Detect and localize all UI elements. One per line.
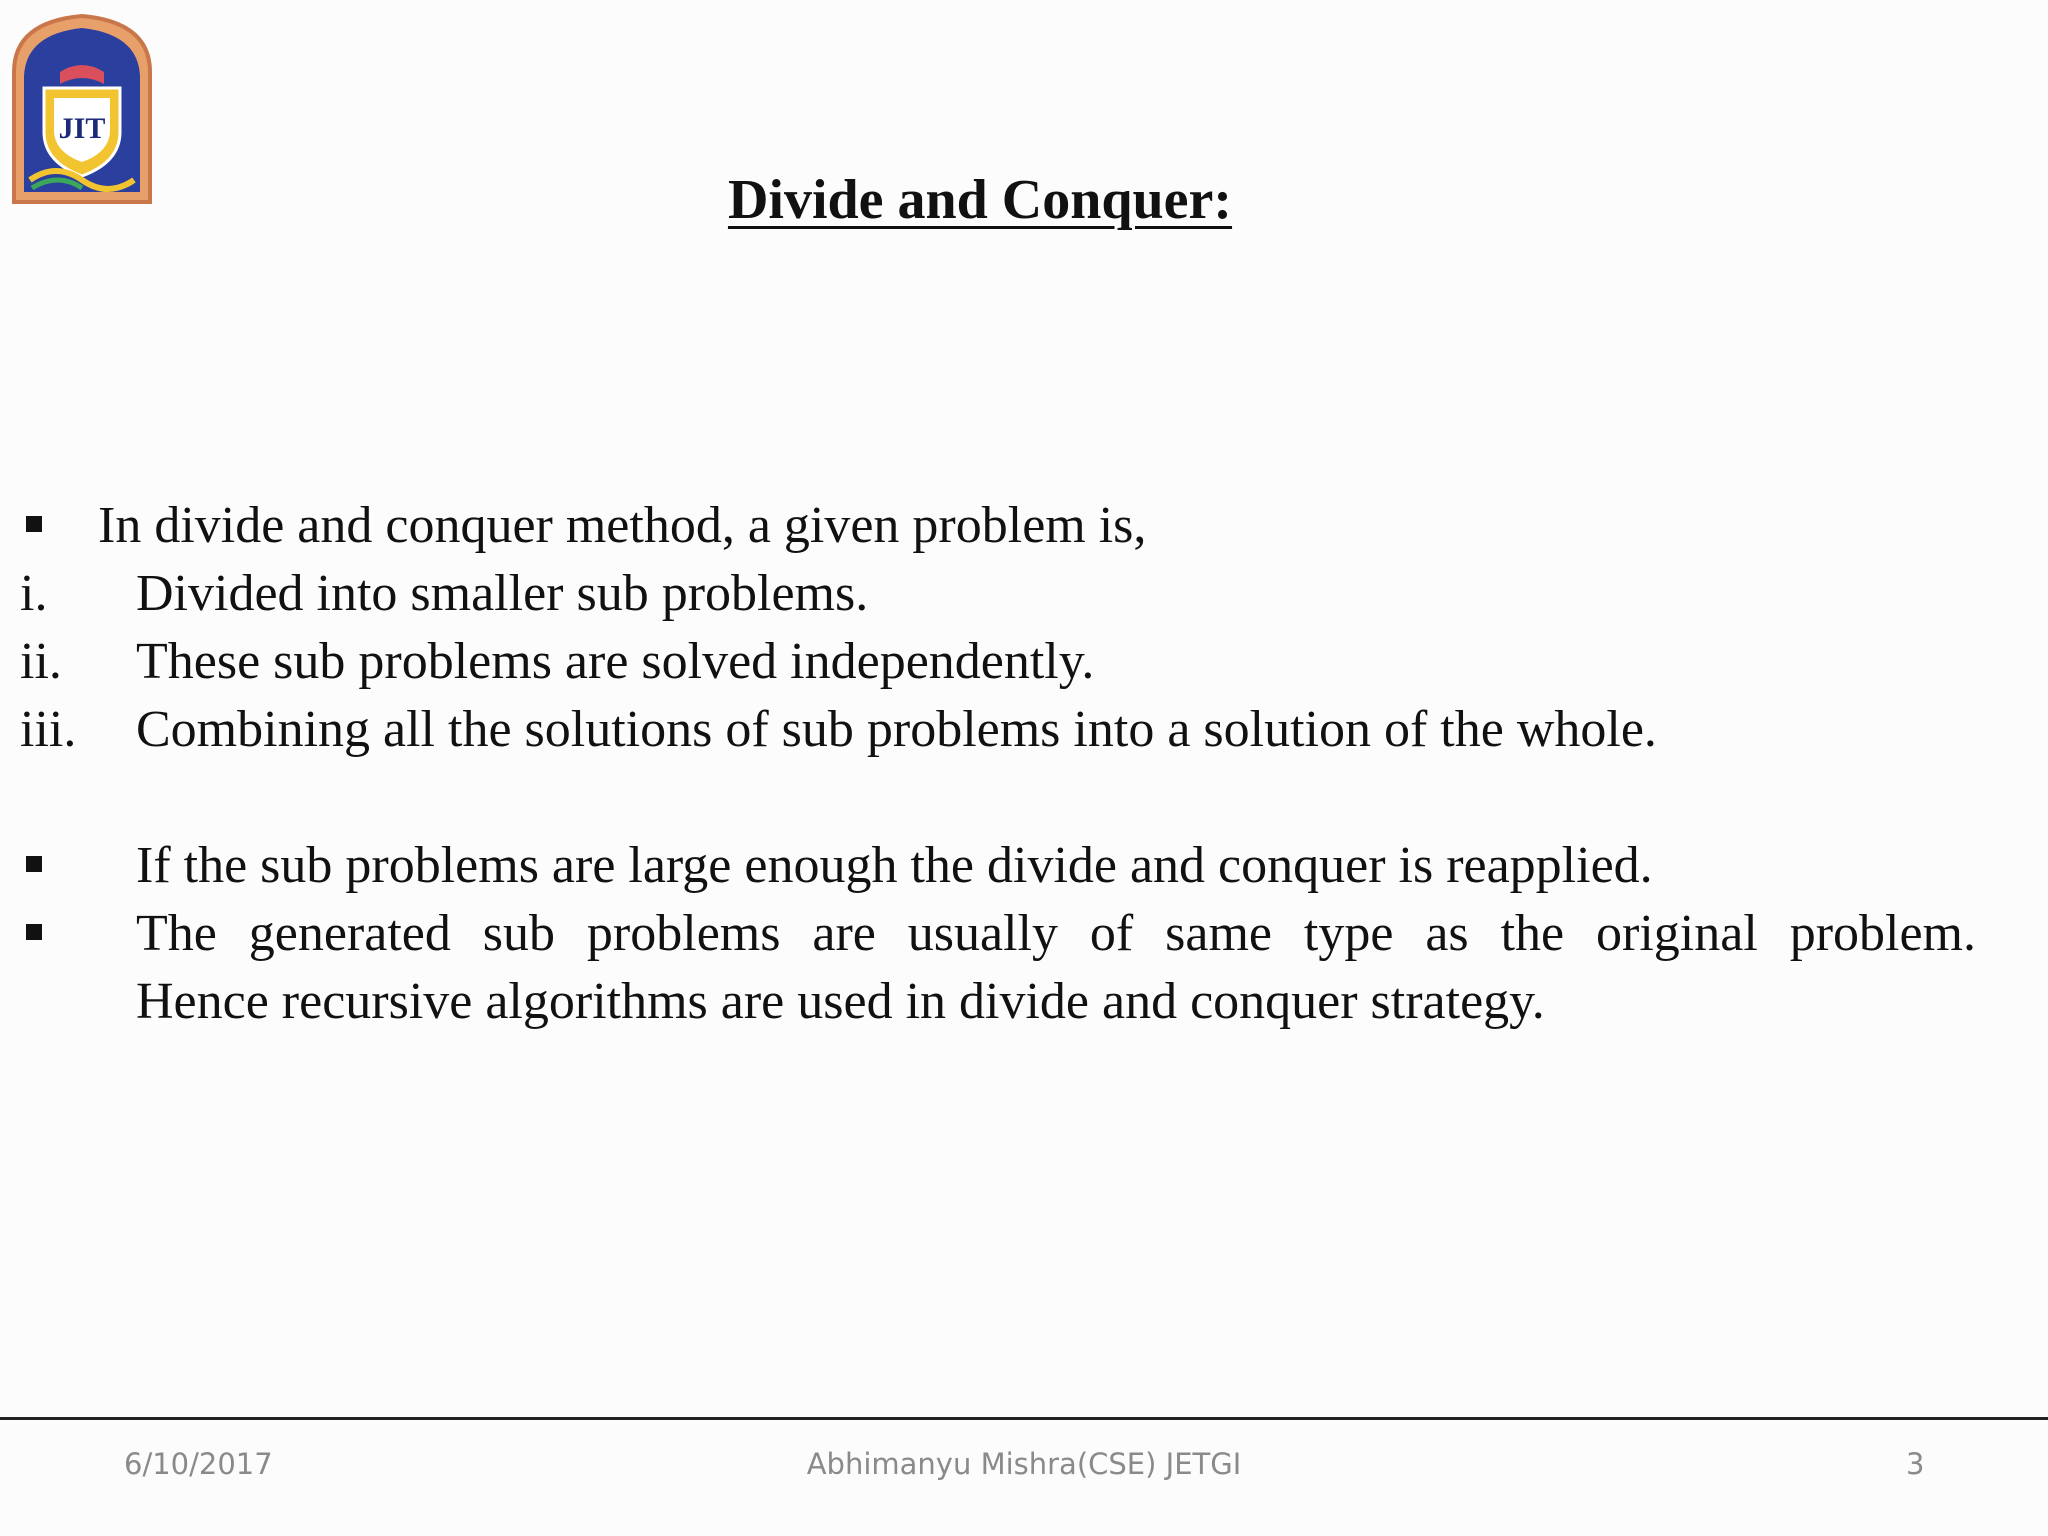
- slide-content: [0, 492, 2048, 1036]
- bullet-item: [0, 832, 2048, 900]
- footer-author: Abhimanyu Mishra(CSE) JETGI: [806, 1447, 1242, 1481]
- bullet-continuation: [0, 968, 2048, 1036]
- step-marker: ii.: [20, 633, 62, 690]
- bullet-item: [0, 900, 2048, 968]
- bullet-text-continued: Hence recursive algorithms are used in divide and conquer strategy.: [136, 973, 1545, 1030]
- step-item: [0, 696, 2048, 764]
- square-bullet-icon: [26, 516, 42, 532]
- footer-divider: [0, 1417, 2048, 1420]
- square-bullet-icon: [26, 856, 42, 872]
- step-item: [0, 560, 2048, 628]
- step-marker: iii.: [20, 701, 77, 758]
- logo-lettering: JIT: [58, 112, 106, 145]
- step-item: [0, 628, 2048, 696]
- slide-title: Divide and Conquer:: [727, 169, 1233, 231]
- step-marker: i.: [20, 565, 48, 622]
- page-number: 3: [1906, 1447, 1925, 1481]
- step-text: Combining all the solutions of sub problems into a solution of the whole.: [136, 701, 1657, 758]
- intro-line: [0, 492, 2048, 560]
- bullet-text: The generated sub problems are usually of same type as the original problem.: [136, 905, 1976, 962]
- bullet-text: If the sub problems are large enough the divide and conquer is reapplied.: [136, 837, 1653, 894]
- intro-text: In divide and conquer method, a given problem is,: [98, 497, 1147, 554]
- footer-date: 6/10/2017: [124, 1447, 273, 1481]
- step-text: These sub problems are solved independently.: [136, 633, 1095, 690]
- square-bullet-icon: [26, 924, 42, 940]
- step-text: Divided into smaller sub problems.: [136, 565, 869, 622]
